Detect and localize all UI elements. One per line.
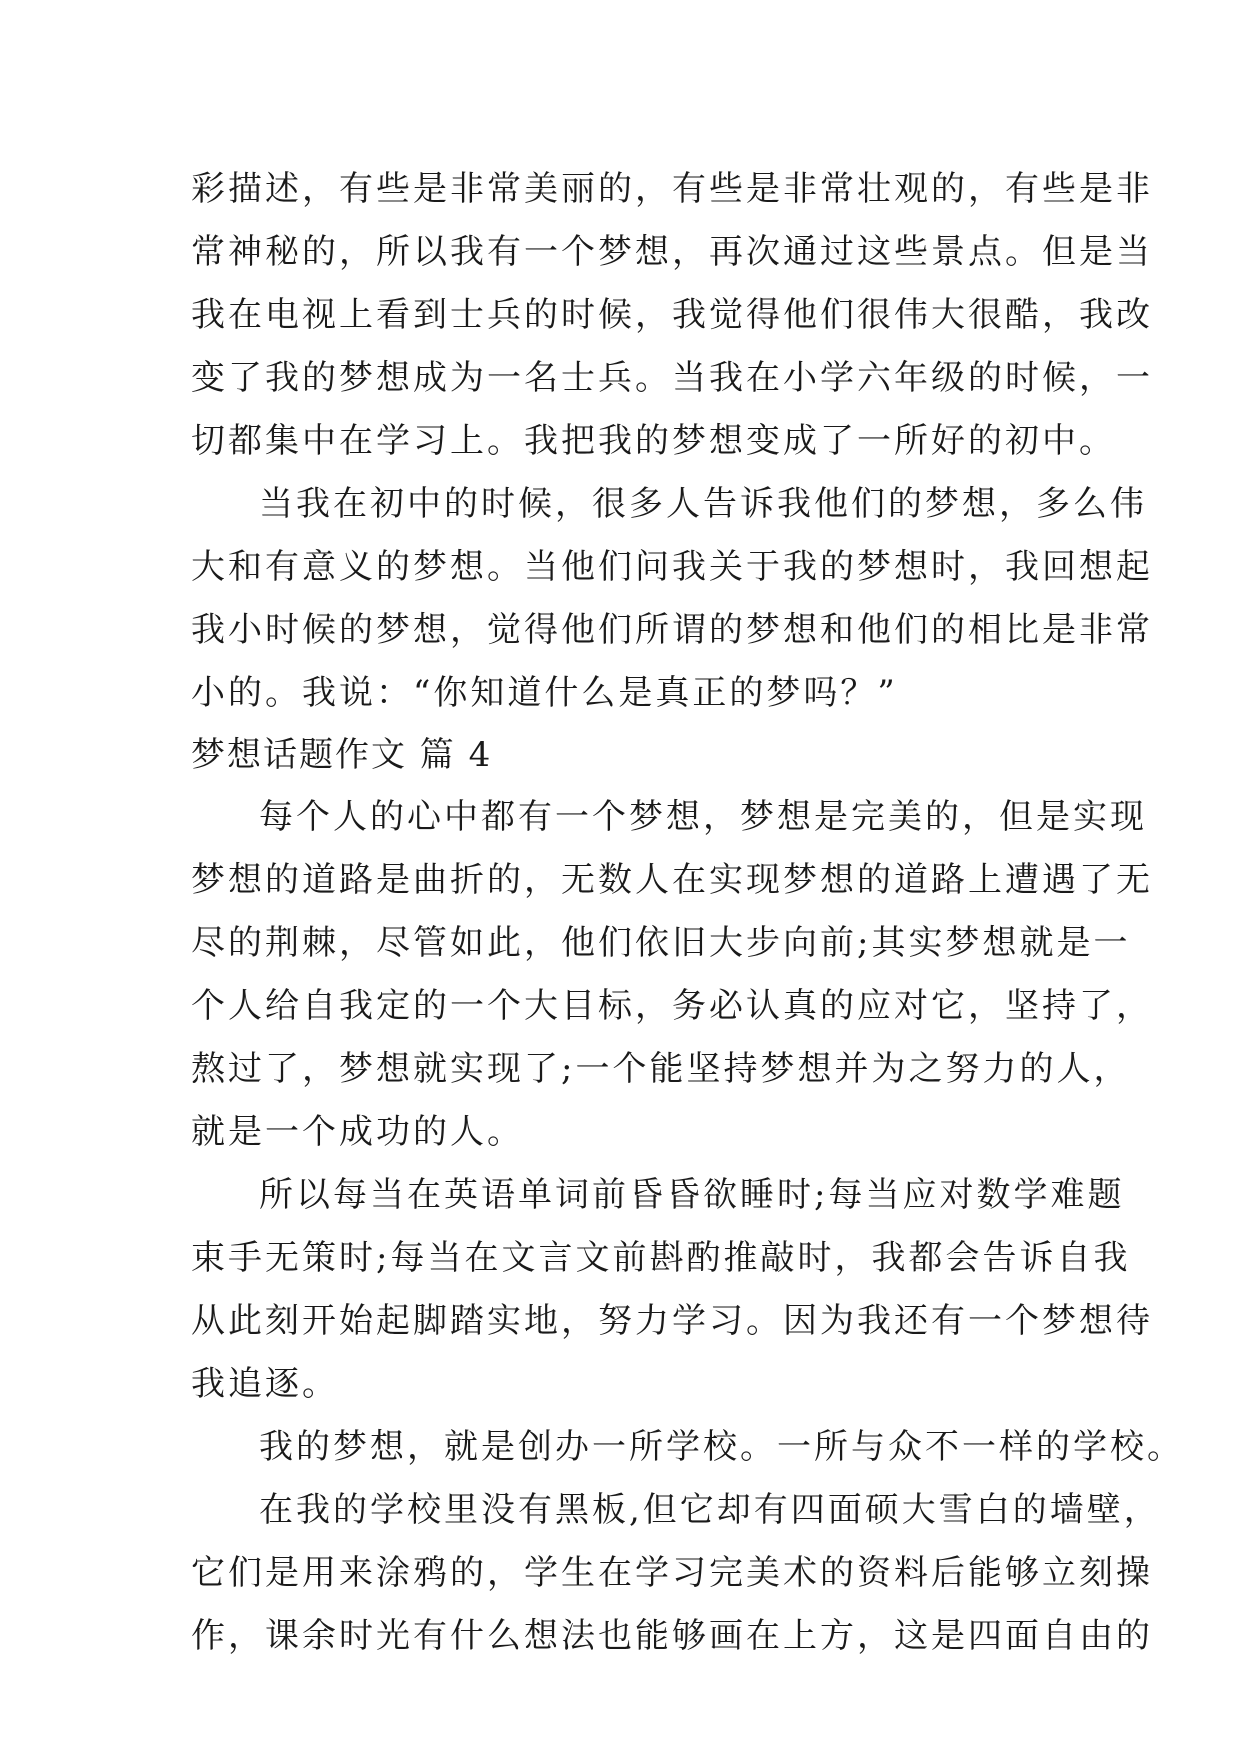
text-line: 束手无策时;每当在文言文前斟酌推敲时，我都会告诉自我 [191,1238,1131,1278]
paragraph [191,1479,1161,1668]
text-line: 熬过了，梦想就实现了;一个能坚持梦想并为之努力的人， [191,1049,1131,1089]
text-line: 就是一个成功的人。 [191,1112,524,1152]
text-line: 我小时候的梦想，觉得他们所谓的梦想和他们的相比是非常 [191,610,1153,650]
text-line: 变了我的梦想成为一名士兵。当我在小学六年级的时候，一 [191,358,1153,398]
text-line: 每个人的心中都有一个梦想，梦想是完美的，但是实现 [259,797,1147,837]
text-line: 大和有意义的梦想。当他们问我关于我的梦想时，我回想起 [191,547,1153,587]
text-line: 在我的学校里没有黑板,但它却有四面硕大雪白的墙壁， [259,1490,1161,1530]
section-heading: 梦想话题作文 篇 4 [191,735,493,775]
text-line: 小的。我说：“你知道什么是真正的梦吗？” [191,673,898,713]
paragraph [191,158,1153,473]
paragraph [191,786,1153,1164]
text-line: 切都集中在学习上。我把我的梦想变成了一所好的初中。 [191,421,1116,461]
text-line: 个人给自我定的一个大目标，务必认真的应对它，坚持了， [191,986,1153,1026]
text-line: 从此刻开始起脚踏实地，努力学习。因为我还有一个梦想待 [191,1301,1153,1341]
text-line: 当我在初中的时候，很多人告诉我他们的梦想，多么伟 [259,484,1147,524]
text-line: 我追逐。 [191,1364,339,1404]
text-line: 梦想的道路是曲折的，无数人在实现梦想的道路上遭遇了无 [191,860,1153,900]
text-line: 常神秘的，所以我有一个梦想，再次通过这些景点。但是当 [191,232,1153,272]
paragraph [191,1416,1184,1479]
text-line: 所以每当在英语单词前昏昏欲睡时;每当应对数学难题 [259,1175,1125,1215]
text-line: 尽的荆棘，尽管如此，他们依旧大步向前;其实梦想就是一 [191,923,1131,963]
text-line: 我在电视上看到士兵的时候，我觉得他们很伟大很酷，我改 [191,295,1153,335]
text-line: 彩描述，有些是非常美丽的，有些是非常壮观的，有些是非 [191,169,1153,209]
text-line: 我的梦想，就是创办一所学校。一所与众不一样的学校。 [259,1427,1184,1467]
text-line: 它们是用来涂鸦的，学生在学习完美术的资料后能够立刻操 [191,1553,1153,1593]
text-line: 作，课余时光有什么想法也能够画在上方，这是四面自由的 [191,1616,1153,1656]
document-body [191,158,1184,1668]
paragraph [191,1164,1153,1416]
paragraph [191,473,1153,725]
